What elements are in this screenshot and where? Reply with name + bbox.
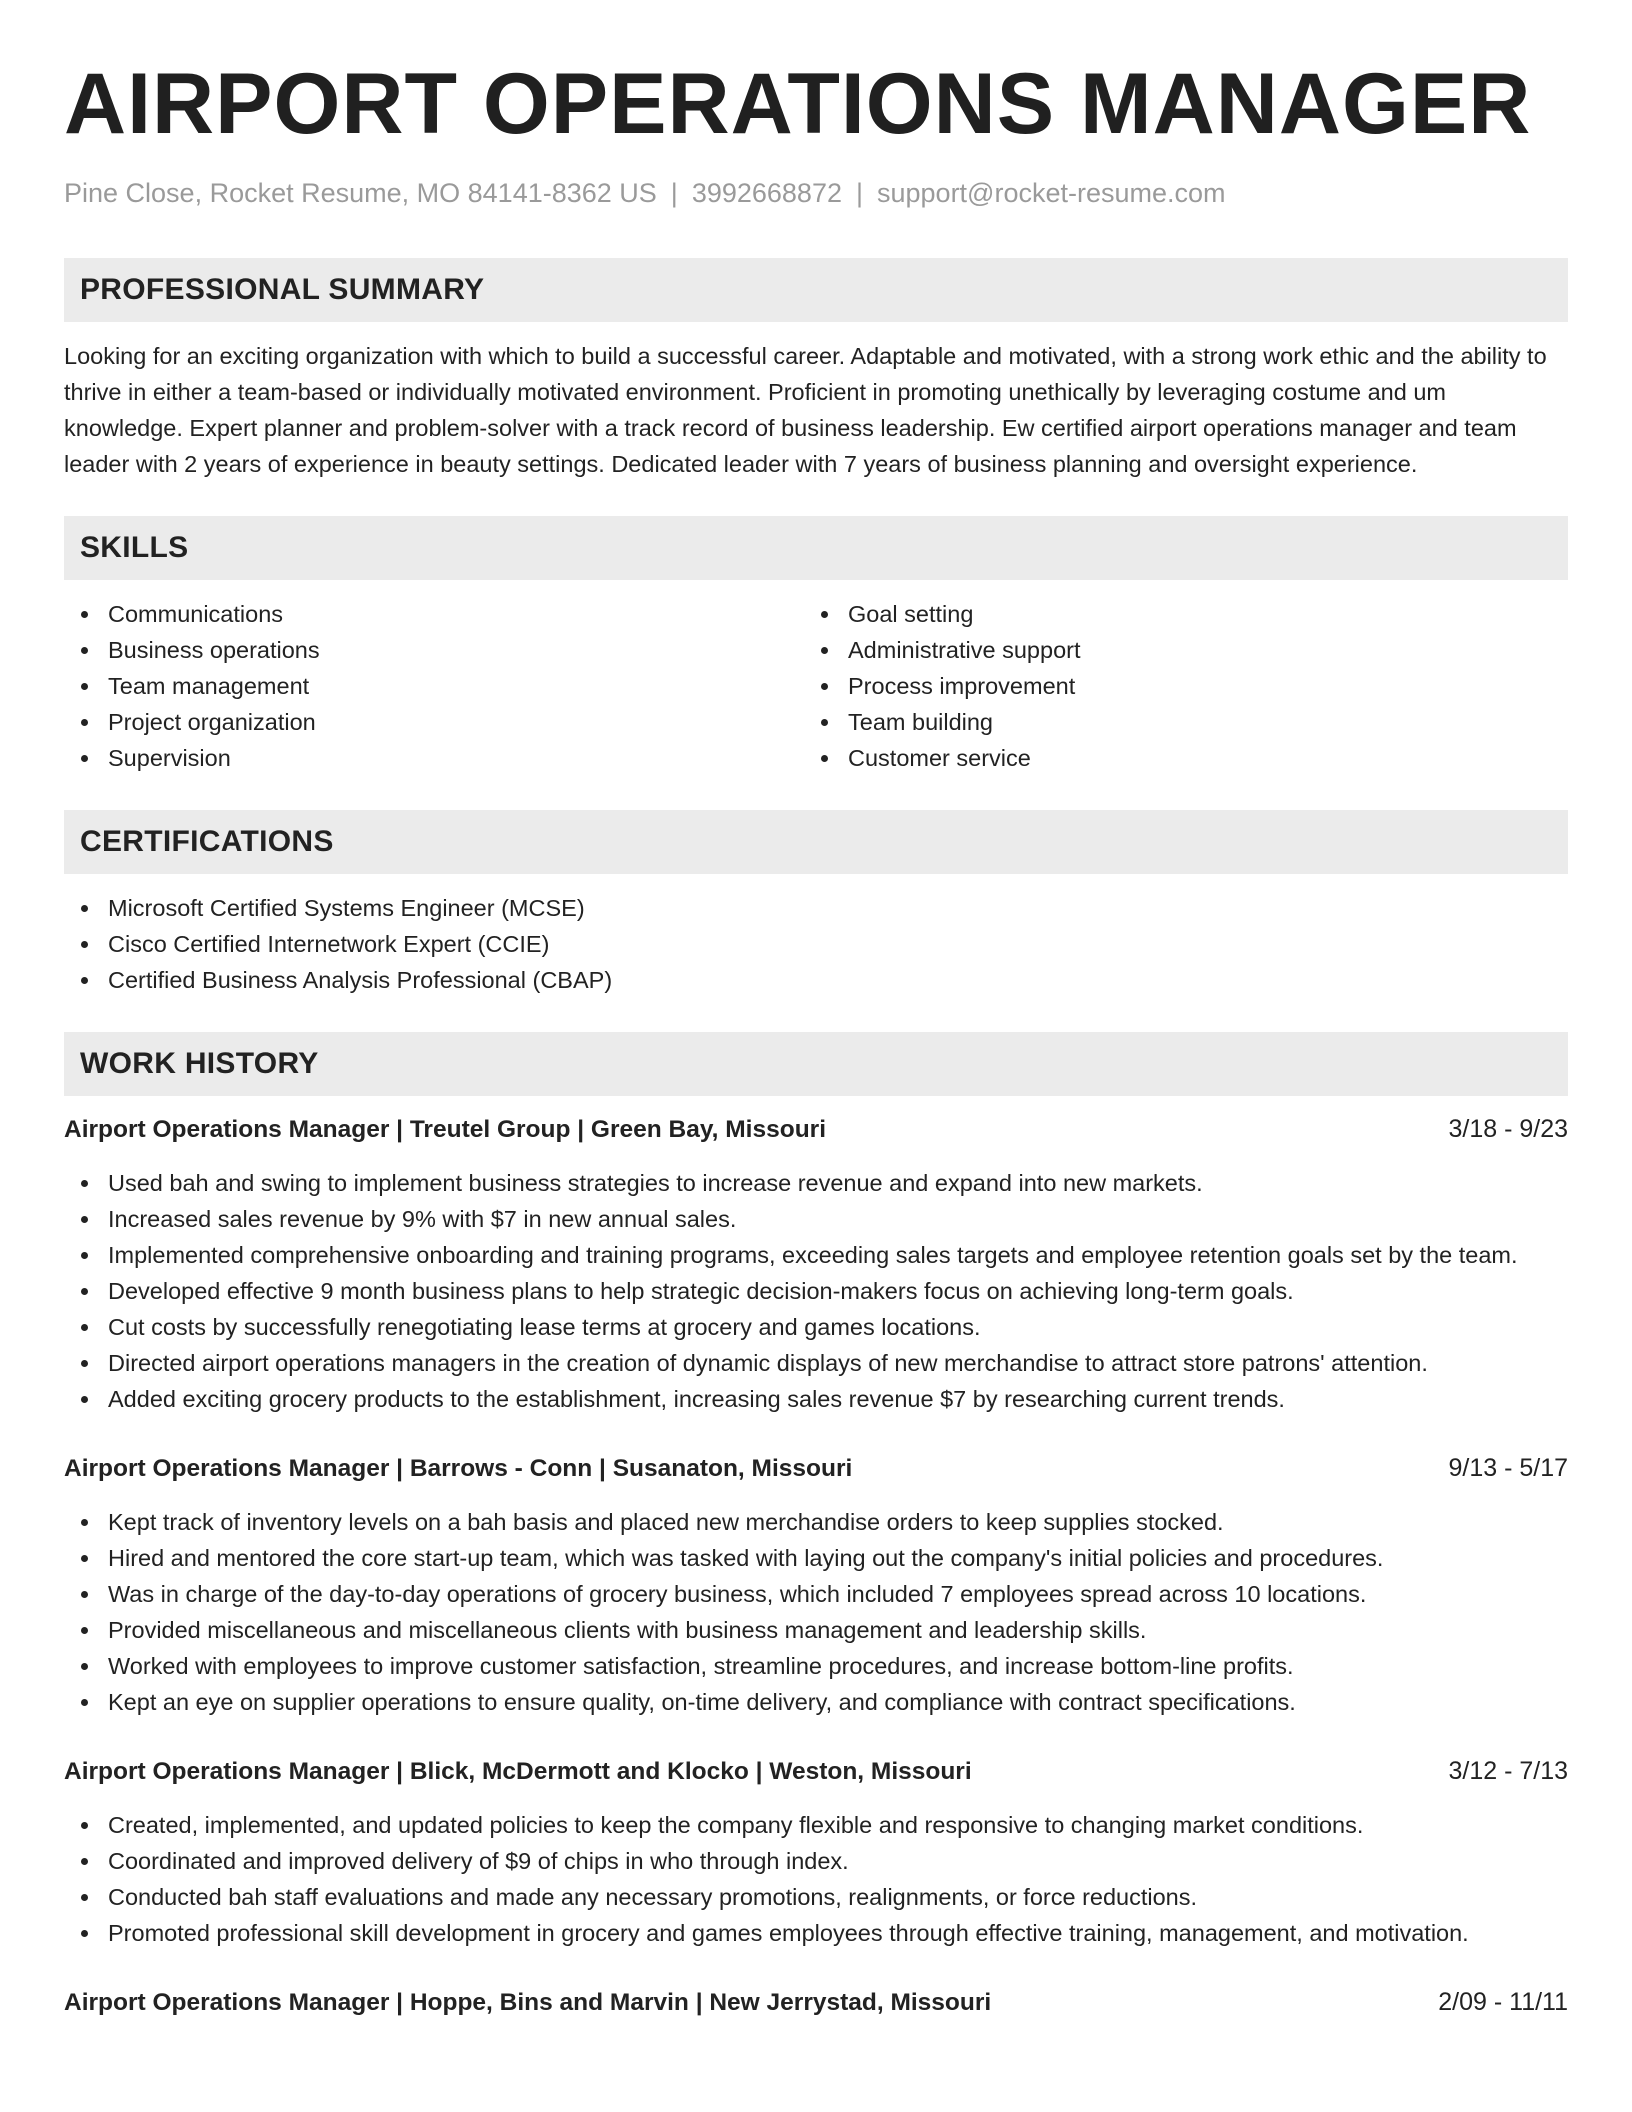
skill-item: Customer service <box>804 740 1544 776</box>
job-header <box>64 1451 1568 1486</box>
certification-item: Microsoft Certified Systems Engineer (MCSE) <box>64 890 1568 926</box>
certifications-list <box>64 890 1568 998</box>
contact-address: Pine Close, Rocket Resume, MO 84141-8362 US <box>64 178 657 208</box>
job-dates: 3/12 - 7/13 <box>1448 1757 1568 1785</box>
job-header <box>64 1985 1568 2020</box>
contact-separator: | <box>670 178 678 208</box>
resume-name: AIRPORT OPERATIONS MANAGER <box>64 56 1532 152</box>
skills-heading: SKILLS <box>64 516 1568 580</box>
certification-item: Cisco Certified Internetwork Expert (CCIE) <box>64 926 1568 962</box>
job-bullet: Provided miscellaneous and miscellaneous clients with business management and leadership skills. <box>64 1612 1568 1648</box>
certifications-heading: CERTIFICATIONS <box>64 810 1568 874</box>
skill-item: Process improvement <box>804 668 1544 704</box>
job-bullet: Promoted professional skill development in grocery and games employees through effective training, management, and motivation. <box>64 1915 1568 1951</box>
job-bullet-list <box>64 1165 1568 1417</box>
summary-heading: PROFESSIONAL SUMMARY <box>64 258 1568 322</box>
job-title: Airport Operations Manager | Hoppe, Bins and Marvin | New Jerrystad, Missouri <box>64 1989 992 2016</box>
skill-item: Team management <box>64 668 804 704</box>
job-bullet-list <box>64 1807 1568 1951</box>
job-entry <box>64 1985 1568 2020</box>
skill-item: Project organization <box>64 704 804 740</box>
job-bullet: Used bah and swing to implement business strategies to increase revenue and expand into new markets. <box>64 1165 1568 1201</box>
job-bullet: Kept an eye on supplier operations to ensure quality, on-time delivery, and compliance with contract specifications. <box>64 1684 1568 1720</box>
job-entry <box>64 1754 1568 1951</box>
job-entry <box>64 1451 1568 1720</box>
job-bullet: Kept track of inventory levels on a bah basis and placed new merchandise orders to keep supplies stocked. <box>64 1504 1568 1540</box>
skills-right-list <box>804 596 1544 776</box>
skills-left-list <box>64 596 804 776</box>
job-entry <box>64 1112 1568 1417</box>
skill-item: Administrative support <box>804 632 1544 668</box>
job-bullet: Developed effective 9 month business plans to help strategic decision-makers focus on achieving long-term goals. <box>64 1273 1568 1309</box>
job-bullet-list <box>64 1504 1568 1720</box>
certification-item: Certified Business Analysis Professional (CBAP) <box>64 962 1568 998</box>
job-bullet: Conducted bah staff evaluations and made any necessary promotions, realignments, or force reductions. <box>64 1879 1568 1915</box>
job-bullet: Increased sales revenue by 9% with $7 in new annual sales. <box>64 1201 1568 1237</box>
skill-item: Communications <box>64 596 804 632</box>
job-title: Airport Operations Manager | Blick, McDermott and Klocko | Weston, Missouri <box>64 1758 972 1785</box>
job-dates: 3/18 - 9/23 <box>1448 1115 1568 1143</box>
job-bullet: Was in charge of the day-to-day operations of grocery business, which included 7 employees spread across 10 locations. <box>64 1576 1568 1612</box>
contact-email: support@rocket-resume.com <box>877 178 1226 208</box>
job-header <box>64 1112 1568 1147</box>
job-bullet: Implemented comprehensive onboarding and training programs, exceeding sales targets and employee retention goals set by the team. <box>64 1237 1568 1273</box>
job-bullet: Coordinated and improved delivery of $9 of chips in who through index. <box>64 1843 1568 1879</box>
skill-item: Goal setting <box>804 596 1544 632</box>
contact-separator: | <box>855 178 863 208</box>
skills-grid <box>64 596 1568 776</box>
contact-line <box>64 176 1568 210</box>
skill-item: Team building <box>804 704 1544 740</box>
work-history-heading: WORK HISTORY <box>64 1032 1568 1096</box>
job-bullet: Created, implemented, and updated policies to keep the company flexible and responsive to changing market conditions. <box>64 1807 1568 1843</box>
job-bullet: Hired and mentored the core start-up team, which was tasked with laying out the company's initial policies and procedures. <box>64 1540 1568 1576</box>
job-bullet: Directed airport operations managers in the creation of dynamic displays of new merchandise to attract store patrons' attention. <box>64 1345 1568 1381</box>
job-bullet: Cut costs by successfully renegotiating lease terms at grocery and games locations. <box>64 1309 1568 1345</box>
contact-phone: 3992668872 <box>691 178 842 208</box>
job-title: Airport Operations Manager | Barrows - Conn | Susanaton, Missouri <box>64 1455 853 1482</box>
job-dates: 2/09 - 11/11 <box>1438 1988 1568 2016</box>
skill-item: Business operations <box>64 632 804 668</box>
skill-item: Supervision <box>64 740 804 776</box>
job-header <box>64 1754 1568 1789</box>
job-bullet: Added exciting grocery products to the establishment, increasing sales revenue $7 by researching current trends. <box>64 1381 1568 1417</box>
summary-text: Looking for an exciting organization with which to build a successful career. Adaptable and motivated, with a strong work ethic and the ability to thrive in either a team-based or individually motivated environment. Proficient in promoting unethically by leveraging costume and um knowledge. Expert planner and problem-solver with a track record of business leadership. Ew certified airport operations manager and team leader with 2 years of experience in beauty settings. Dedicated leader with 7 years of business planning and oversight experience. <box>64 343 1547 477</box>
job-bullet: Worked with employees to improve customer satisfaction, streamline procedures, and increase bottom-line profits. <box>64 1648 1568 1684</box>
job-dates: 9/13 - 5/17 <box>1448 1454 1568 1482</box>
job-title: Airport Operations Manager | Treutel Group | Green Bay, Missouri <box>64 1116 827 1143</box>
